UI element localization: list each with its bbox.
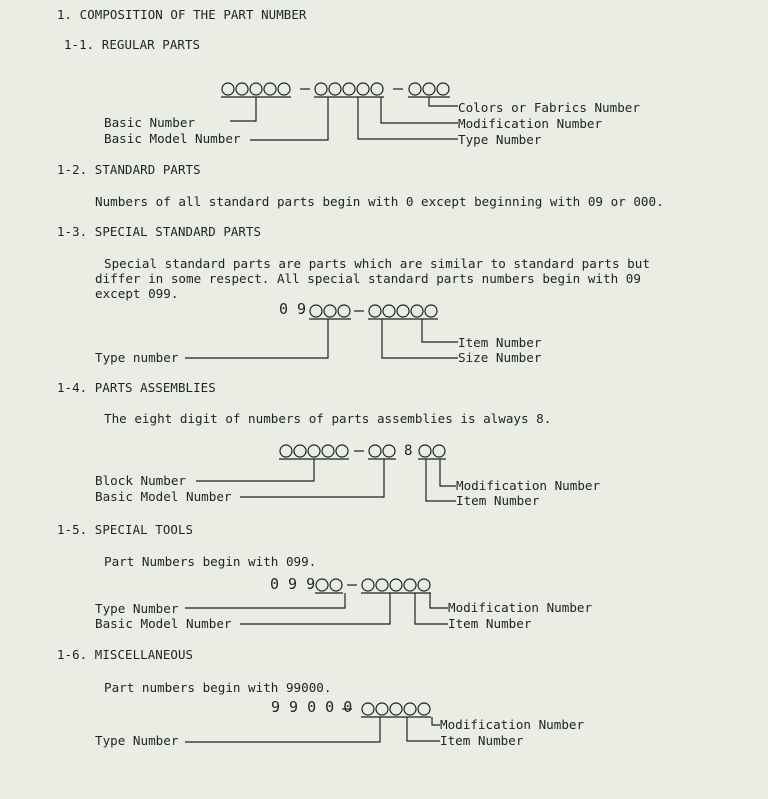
label-item-number-s4: Item Number	[456, 493, 540, 508]
label-modification-number-s6: Modification Number	[440, 717, 585, 732]
special-standard-digits	[185, 305, 458, 358]
regular-parts-digits	[221, 83, 458, 140]
standard-parts-text: Numbers of all standard parts begin with 0 except beginning with 09 or 000.	[95, 194, 664, 209]
special-standard-text-line-1: Special standard parts are parts which are similar to standard parts but	[104, 256, 650, 271]
label-modification-number-s5: Modification Number	[448, 600, 593, 615]
label-item-number-s3: Item Number	[458, 335, 542, 350]
section-heading-special-standard-parts: 1-3. SPECIAL STANDARD PARTS	[57, 224, 262, 239]
label-modification-number: Modification Number	[458, 116, 603, 131]
page-title: 1. COMPOSITION OF THE PART NUMBER	[57, 7, 307, 22]
label-basic-model-number-s4: Basic Model Number	[95, 489, 232, 504]
label-item-number-s6: Item Number	[440, 733, 524, 748]
special-tools-text: Part Numbers begin with 099.	[104, 554, 317, 569]
special-standard-text-line-2: differ in some respect. All special standard parts numbers begin with 09	[95, 271, 641, 286]
label-size-number-s3: Size Number	[458, 350, 542, 365]
section-heading-miscellaneous: 1-6. MISCELLANEOUS	[57, 647, 194, 662]
label-type-number-s3: Type number	[95, 350, 179, 365]
special-standard-prefix: 0 9	[279, 300, 307, 318]
special-standard-text-line-3: except 099.	[95, 286, 179, 301]
label-block-number: Block Number	[95, 473, 186, 488]
section-heading-standard-parts: 1-2. STANDARD PARTS	[57, 162, 201, 177]
section-heading-special-tools: 1-5. SPECIAL TOOLS	[57, 522, 194, 537]
assembly-digit-8: 8	[404, 443, 413, 459]
label-colors-fabrics-number: Colors or Fabrics Number	[458, 100, 640, 115]
label-item-number-s5: Item Number	[448, 616, 532, 631]
label-basic-number: Basic Number	[104, 115, 195, 130]
label-basic-model-number-s5: Basic Model Number	[95, 616, 232, 631]
parts-assemblies-text: The eight digit of numbers of parts assemblies is always 8.	[104, 411, 552, 426]
label-basic-model-number: Basic Model Number	[104, 131, 241, 146]
label-type-number-s5: Type Number	[95, 601, 179, 616]
miscellaneous-prefix: 9 9 0 0 0	[271, 698, 353, 716]
section-heading-parts-assemblies: 1-4. PARTS ASSEMBLIES	[57, 380, 216, 395]
label-type-number: Type Number	[458, 132, 542, 147]
parts-assemblies-digits	[196, 445, 456, 501]
special-tools-prefix: 0 9 9	[270, 575, 316, 593]
label-type-number-s6: Type Number	[95, 733, 179, 748]
section-heading-regular-parts: 1-1. REGULAR PARTS	[64, 37, 201, 52]
label-modification-number-s4: Modification Number	[456, 478, 601, 493]
miscellaneous-text: Part numbers begin with 99000.	[104, 680, 332, 695]
